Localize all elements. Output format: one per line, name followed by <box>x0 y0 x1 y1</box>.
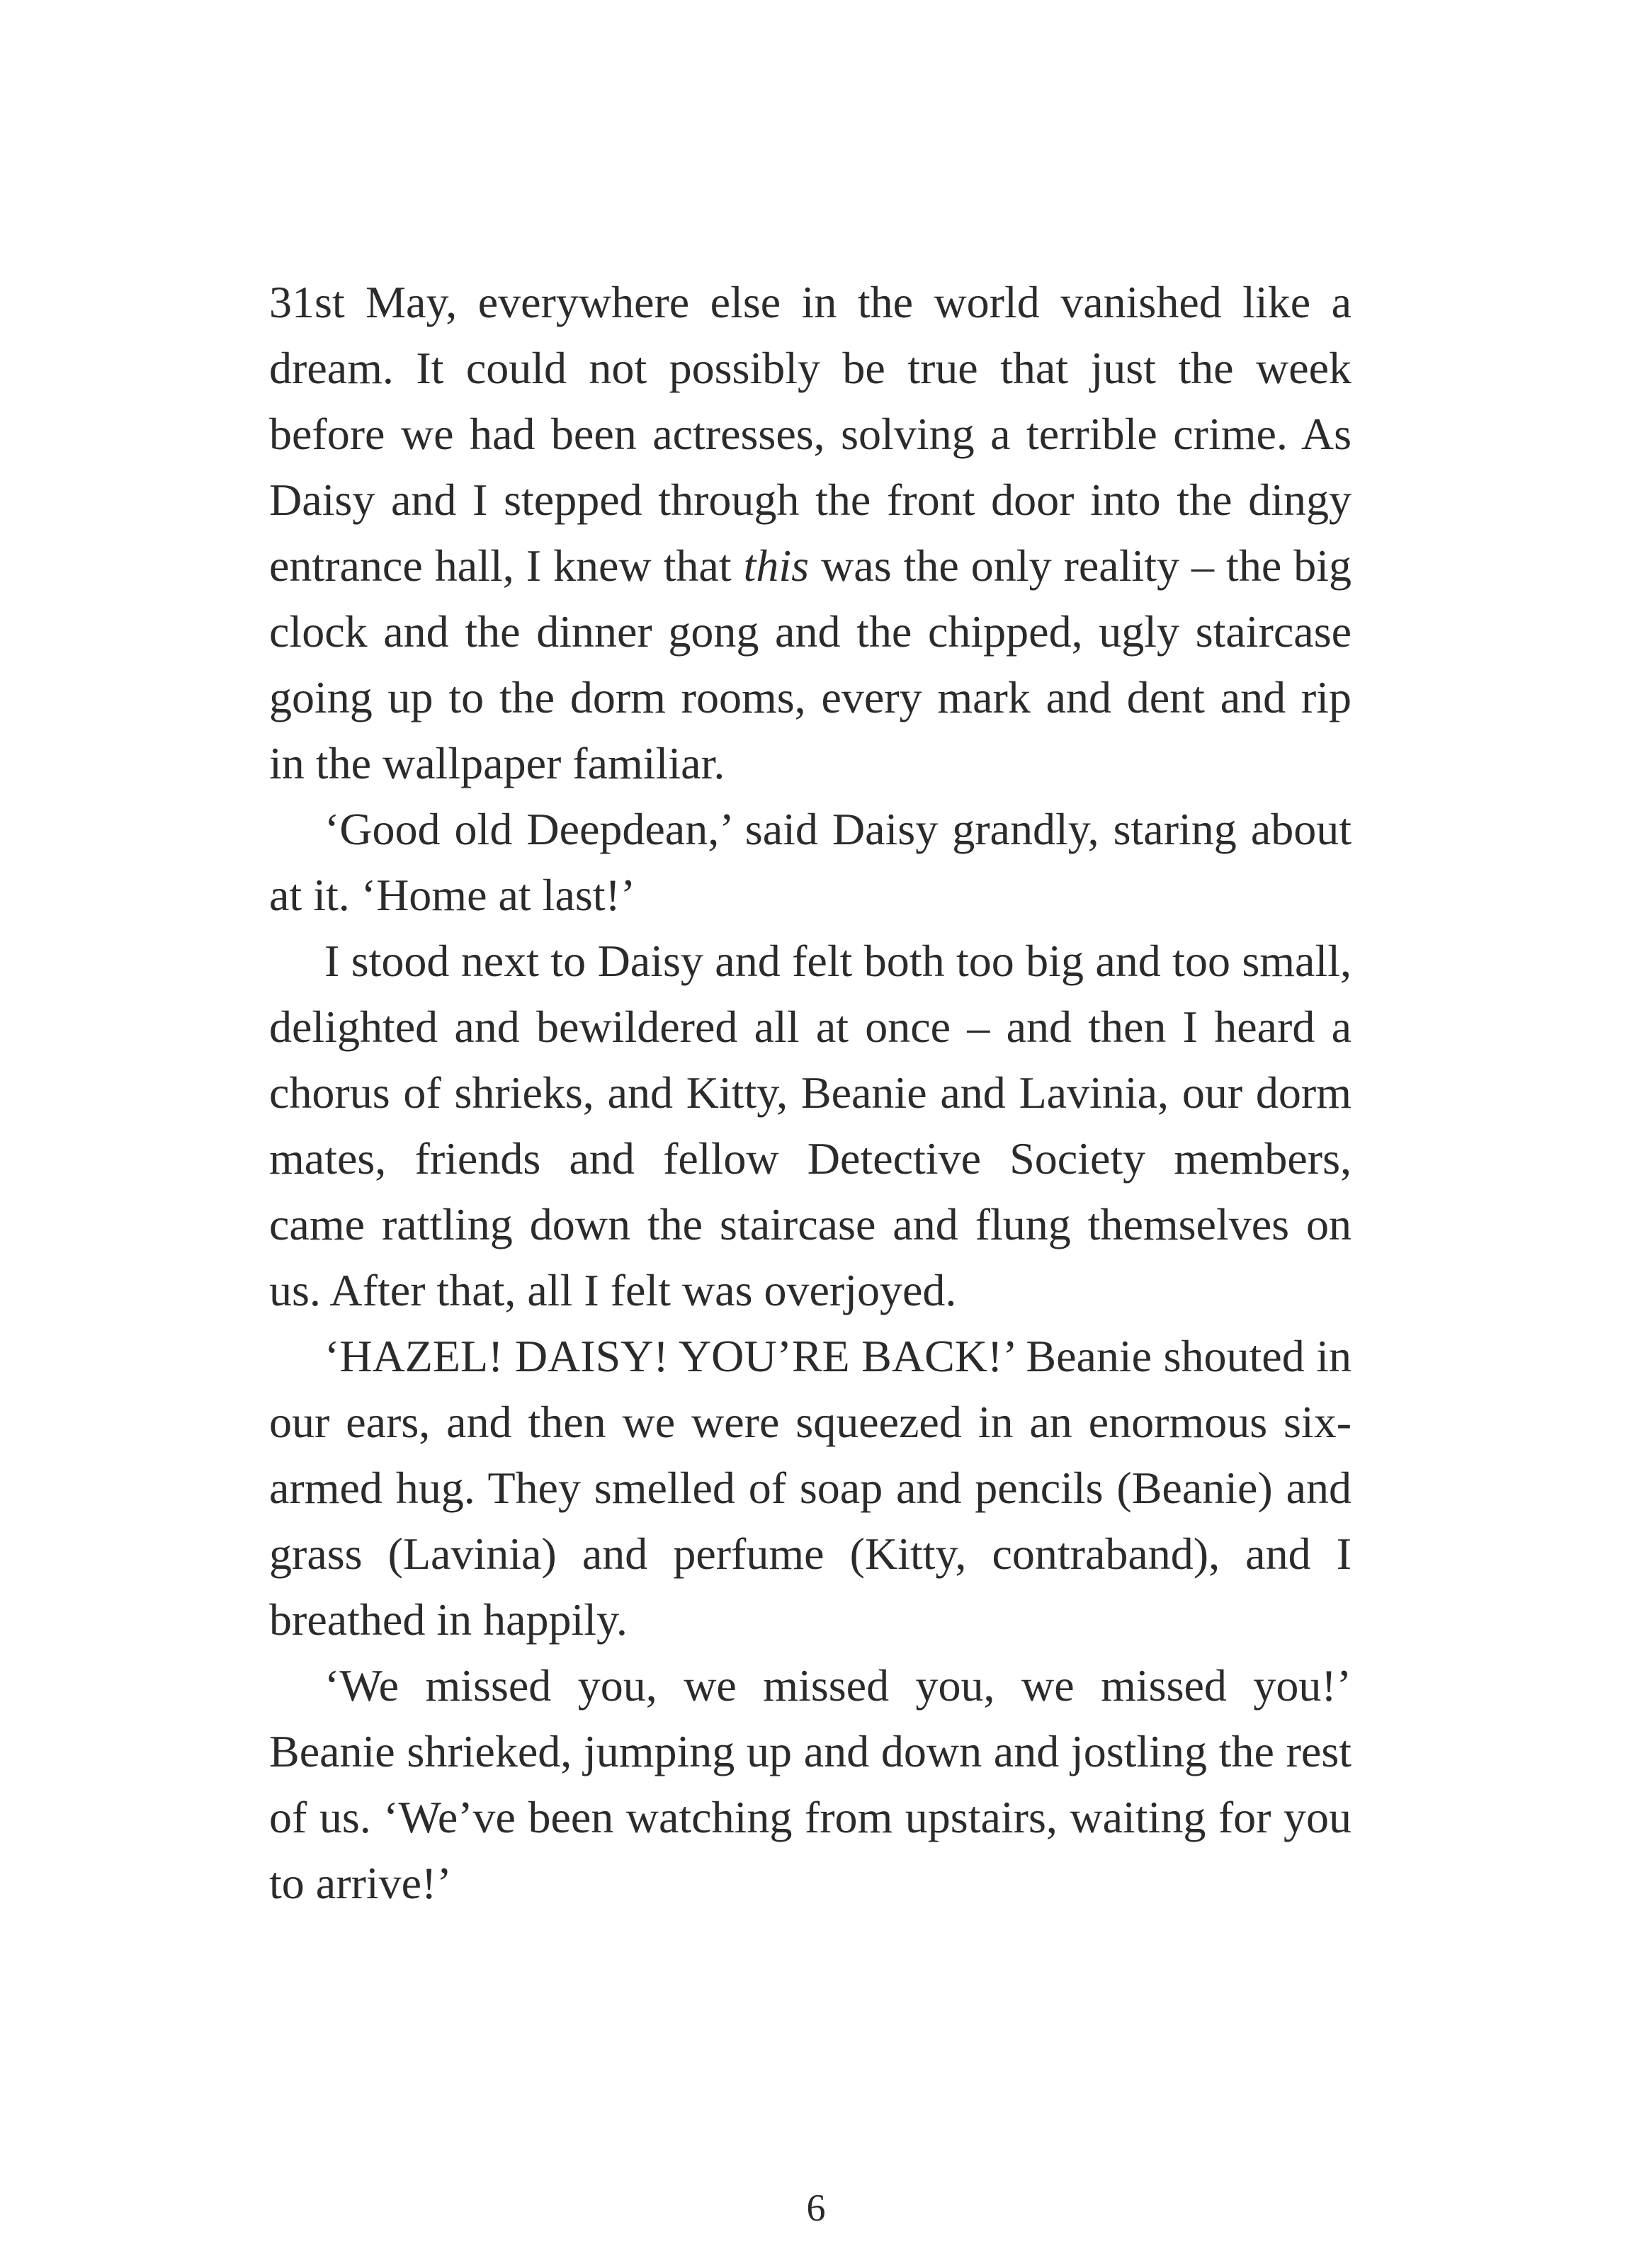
paragraph-5: ‘We missed you, we missed you, we missed you!’ Beanie shrieked, jumping up and down and jostling the rest of us. ‘We’ve been watching from upstairs, waiting for you to arrive!’ <box>269 1660 1352 1908</box>
paragraph-4: ‘HAZEL! DAISY! YOU’RE BACK!’ Beanie shouted in our ears, and then we were squeezed in an enormous six-armed hug. They smelled of soap and pencils (Beanie) and grass (Lavinia) and perfume (Kitty, contraband), and I breathed in happily. <box>269 1331 1352 1645</box>
paragraph-1 <box>269 269 1352 796</box>
paragraph-1-before: 31st May, everywhere else in the world vanished like a dream. It could not possibly be true that just the week before we had been actresses, solving a terrible crime. As Daisy and I stepped through the front door into the dingy entrance hall, I knew that <box>269 277 1352 591</box>
paragraph-1-after: was the only reality – the big clock and the dinner gong and the chipped, ugly staircase going up to the dorm rooms, every mark and dent and rip in the wallpaper familiar. <box>269 540 1352 788</box>
body-text <box>269 269 1352 1916</box>
paragraph-3: I stood next to Daisy and felt both too big and too small, delighted and bewildered all at once – and then I heard a chorus of shrieks, and Kitty, Beanie and Lavinia, our dorm mates, friends and fellow Detective Society members, came rattling down the staircase and flung themselves on us. After that, all I felt was overjoyed. <box>269 936 1352 1315</box>
paragraph-2: ‘Good old Deepdean,’ said Daisy grandly, staring about at it. ‘Home at last!’ <box>269 804 1352 920</box>
emphasis-this: this <box>743 540 810 591</box>
page-number: 6 <box>806 2187 826 2229</box>
